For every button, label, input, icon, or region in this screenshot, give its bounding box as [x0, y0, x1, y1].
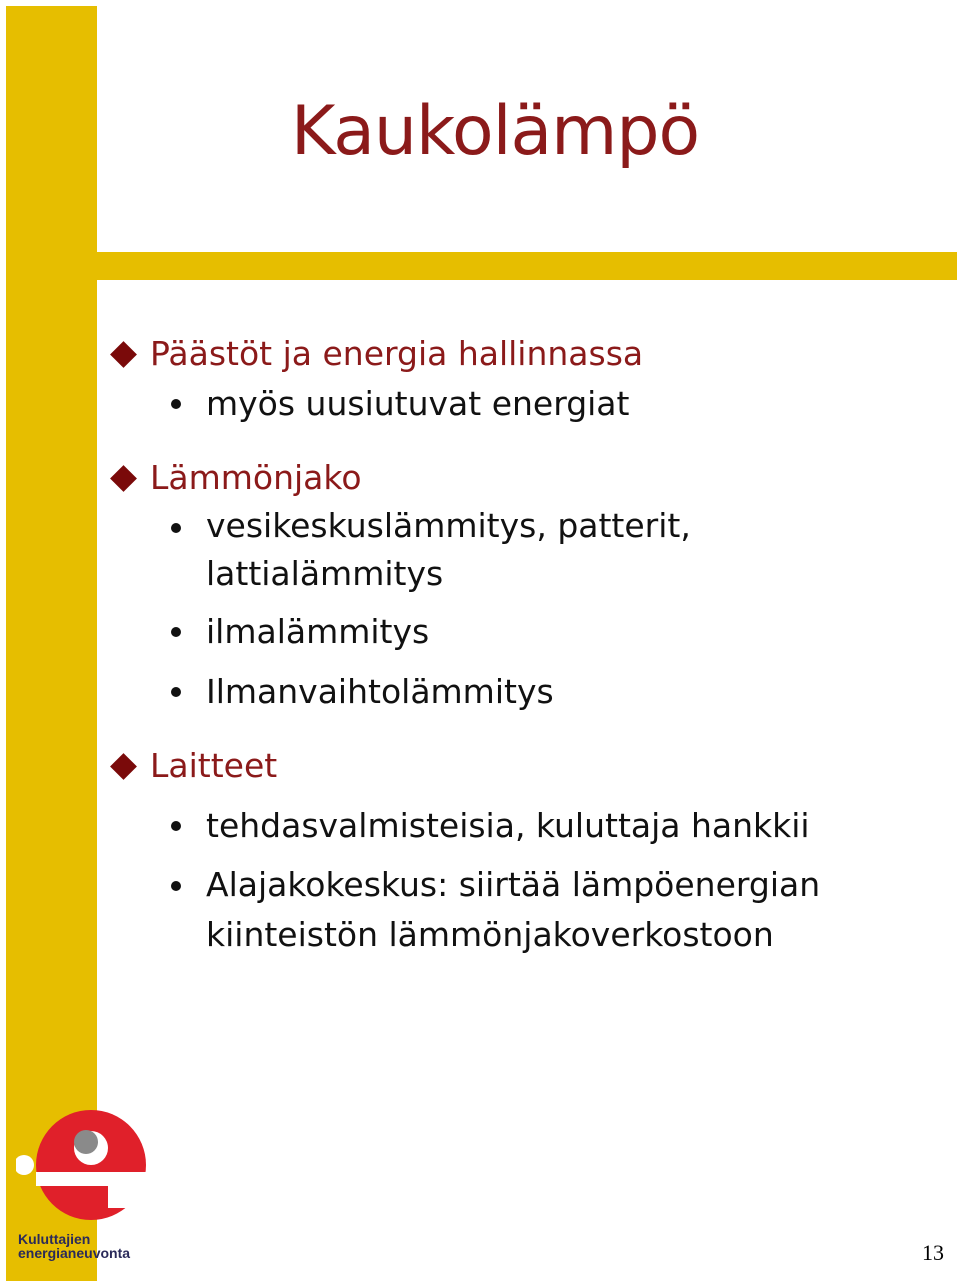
logo-cut-bar	[36, 1172, 146, 1186]
dot-bullet-icon	[171, 881, 181, 891]
bullet-item: myös uusiutuvat energiat	[108, 378, 928, 430]
slide-title: Kaukolämpö	[290, 92, 700, 171]
dot-bullet-icon	[171, 627, 181, 637]
section-heading: Päästöt ja energia hallinnassa	[108, 330, 928, 378]
logo-gray-dot	[74, 1130, 98, 1154]
bullet-item: vesikeskuslämmitys, patterit, lattialämmitys	[108, 502, 928, 598]
bullet-item: Alajakokeskus: siirtää lämpöenergian kiinteistön lämmönjakoverkostoon	[108, 860, 928, 960]
section-heading: Laitteet	[108, 742, 928, 790]
dot-bullet-icon	[171, 821, 181, 831]
logo-opening	[108, 1186, 146, 1208]
slide-content	[108, 330, 928, 960]
logo-text: Kuluttajien energianeuvonta	[18, 1231, 131, 1261]
left-accent-bar	[6, 6, 97, 1281]
title-underline-bar	[97, 252, 957, 280]
bullet-item: ilmalämmitys	[108, 606, 928, 658]
bullet-item: Ilmanvaihtolämmitys	[108, 666, 928, 718]
page-number: 13	[922, 1240, 944, 1265]
energianeuvonta-logo-icon	[16, 1100, 146, 1225]
diamond-bullet-icon	[110, 465, 137, 492]
diamond-bullet-icon	[110, 341, 137, 368]
dot-bullet-icon	[171, 687, 181, 697]
logo-left-notch	[16, 1155, 34, 1175]
dot-bullet-icon	[171, 399, 181, 409]
diamond-bullet-icon	[110, 753, 137, 780]
section-heading: Lämmönjako	[108, 454, 928, 502]
dot-bullet-icon	[171, 523, 181, 533]
bullet-item: tehdasvalmisteisia, kuluttaja hankkii	[108, 800, 928, 852]
